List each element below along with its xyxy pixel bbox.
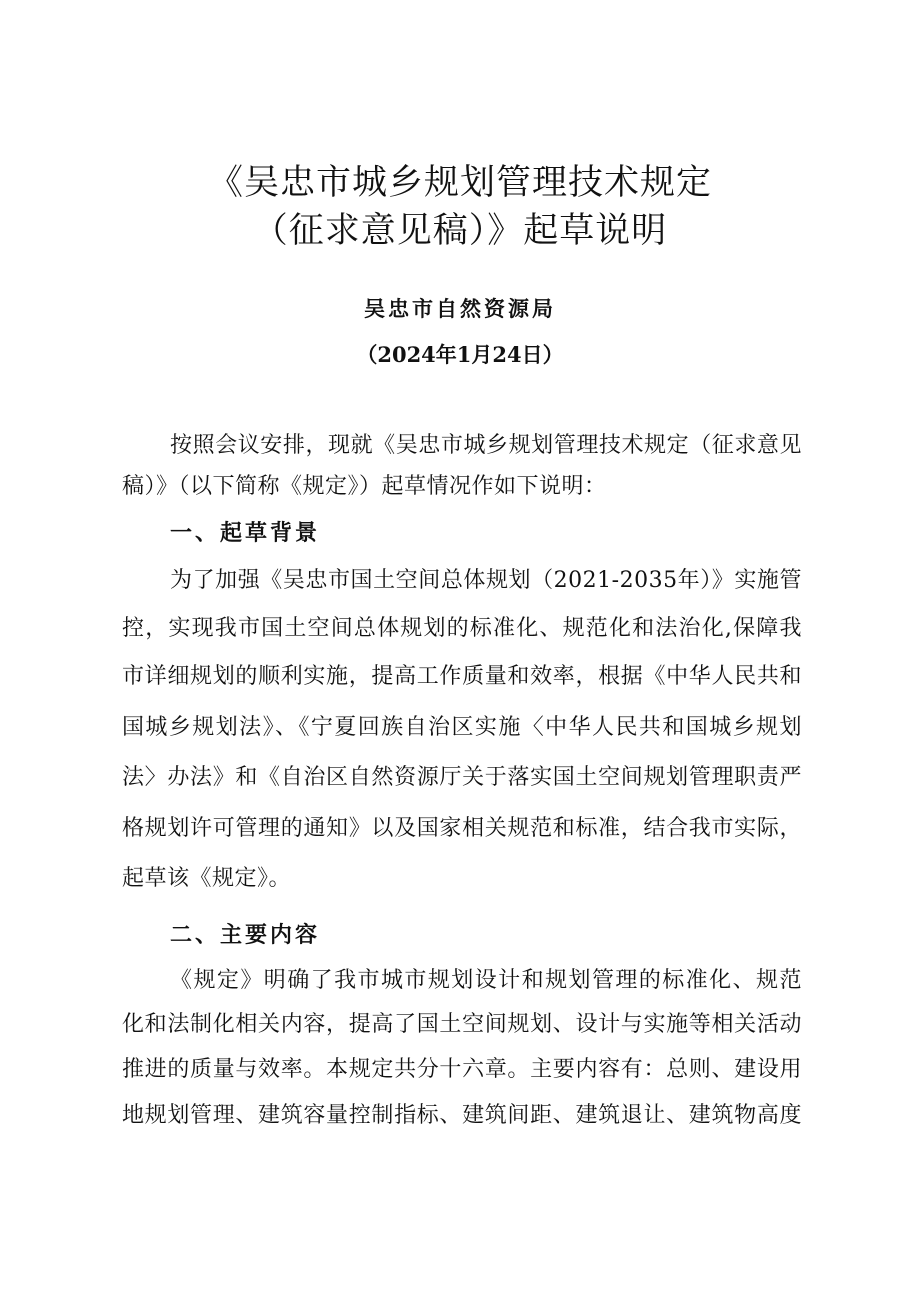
paragraph-line: 《规定》明确了我市城市规划设计和规划管理的标准化、规范 xyxy=(170,968,802,993)
issuing-organization: 吴忠市自然资源局 xyxy=(364,296,556,321)
document-title-line2: （征求意见稿）》起草说明 xyxy=(252,211,668,251)
document-title-line1: 《吴忠市城乡规划管理技术规定 xyxy=(207,163,712,203)
section-heading-main-content: 二、主要内容 xyxy=(170,922,321,948)
intro-line: 按照会议安排，现就《吴忠市城乡规划管理技术规定（征求意见 xyxy=(170,433,802,458)
document-date: （2024年1月24日） xyxy=(356,342,564,367)
section-heading-background: 一、起草背景 xyxy=(170,520,321,546)
paragraph-line: 国城乡规划法》、《宁夏回族自治区实施〈中华人民共和国城乡规划 xyxy=(122,715,802,740)
paragraph-line: 推进的质量与效率。本规定共分十六章。主要内容有：总则、建设用 xyxy=(122,1057,802,1082)
paragraph-line: 法〉办法》和《自治区自然资源厅关于落实国土空间规划管理职责严 xyxy=(122,765,802,790)
paragraph-line: 起草该《规定》。 xyxy=(122,866,292,891)
paragraph-line: 地规划管理、建筑容量控制指标、建筑间距、建筑退让、建筑物高度 xyxy=(122,1103,802,1128)
paragraph-line: 格规划许可管理的通知》以及国家相关规范和标准，结合我市实际， xyxy=(122,816,802,841)
paragraph-line: 市详细规划的顺利实施，提高工作质量和效率，根据《中华人民共和 xyxy=(122,664,802,689)
paragraph-line: 控，实现我市国土空间总体规划的标准化、规范化和法治化,保障我 xyxy=(122,616,802,641)
paragraph-line: 为了加强《吴忠市国土空间总体规划（2021-2035年）》实施管 xyxy=(170,568,802,593)
intro-line: 稿）》（以下简称《规定》）起草情况作如下说明： xyxy=(122,474,607,499)
paragraph-line: 化和法制化相关内容，提高了国土空间规划、设计与实施等相关活动 xyxy=(122,1012,802,1037)
